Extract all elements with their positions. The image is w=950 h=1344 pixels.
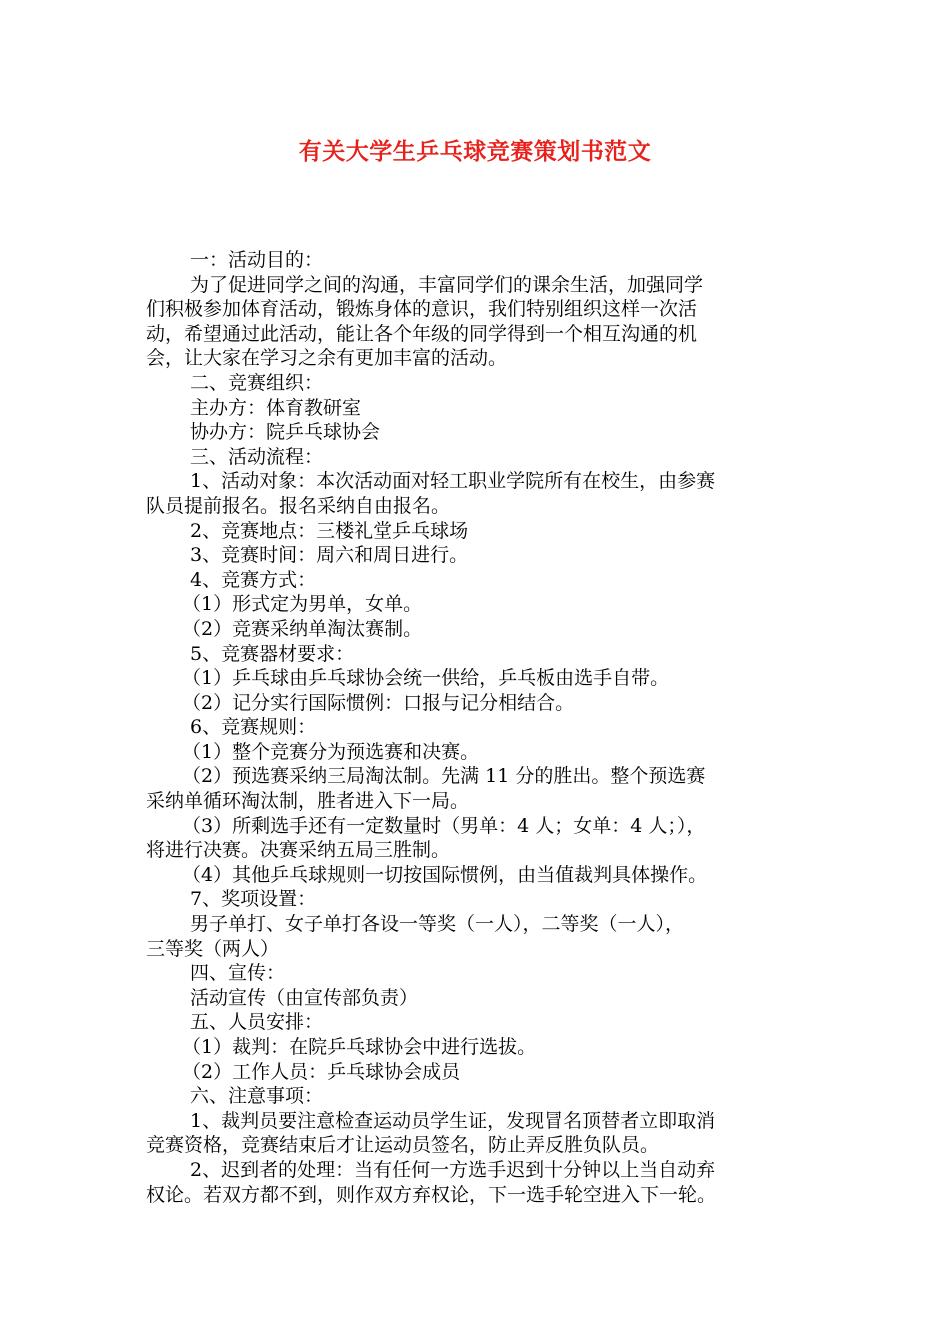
paragraph-line: （4）其他乒乓球规则一切按国际惯例，由当值裁判具体操作。 bbox=[182, 863, 708, 886]
heading-process: 三、活动流程： bbox=[190, 445, 324, 468]
paragraph-line: （1）裁判：在院乒乓球协会中进行选拔。 bbox=[182, 1036, 537, 1058]
heading-notes: 六、注意事项： bbox=[190, 1085, 324, 1108]
paragraph-line: 为了促进同学之间的沟通，丰富同学们的课余生活，加强同学 bbox=[190, 273, 704, 296]
paragraph-line: 3、竞赛时间：周六和周日进行。 bbox=[190, 544, 469, 567]
paragraph-line: 会，让大家在学习之余有更加丰富的活动。 bbox=[146, 347, 508, 370]
paragraph-line: 男子单打、女子单打各设一等奖（一人），二等奖（一人）， bbox=[190, 913, 685, 936]
paragraph-line: （2）记分实行国际惯例：口报与记分相结合。 bbox=[182, 691, 575, 714]
heading-purpose: 一：活动目的： bbox=[190, 249, 324, 271]
document-title: 有关大学生乒乓球竞赛策划书范文 bbox=[298, 139, 652, 165]
heading-organization: 二、竞赛组织： bbox=[190, 371, 324, 394]
heading-publicity: 四、宣传： bbox=[190, 962, 286, 985]
paragraph-line: 动，希望通过此活动，能让各个年级的同学得到一个相互沟通的机 bbox=[146, 322, 698, 345]
paragraph-line: （2）预选赛采纳三局淘汰制。先满 11 分的胜出。整个预选赛 bbox=[182, 765, 706, 788]
paragraph-line: 2、迟到者的处理：当有任何一方选手迟到十分钟以上当自动弃 bbox=[190, 1158, 716, 1181]
paragraph-line: 1、裁判员要注意检查运动员学生证，发现冒名顶替者立即取消 bbox=[190, 1109, 716, 1132]
paragraph-line: 协办方：院乒乓球协会 bbox=[190, 421, 381, 444]
heading-staffing: 五、人员安排： bbox=[190, 1011, 324, 1034]
paragraph-line: 将进行决赛。决赛采纳五局三胜制。 bbox=[146, 839, 451, 862]
paragraph-line: 采纳单循环淘汰制，胜者进入下一局。 bbox=[146, 790, 470, 813]
paragraph-line: 活动宣传（由宣传部负责） bbox=[190, 986, 419, 1009]
document-body bbox=[146, 248, 810, 1207]
paragraph-line: （1）整个竞赛分为预选赛和决赛。 bbox=[182, 740, 480, 763]
paragraph-line: （3）所剩选手还有一定数量时（男单：4 人；女单：4 人；）， bbox=[182, 814, 706, 837]
paragraph-line: 2、竞赛地点：三楼礼堂乒乓球场 bbox=[190, 519, 469, 542]
paragraph-line: 们积极参加体育活动，锻炼身体的意识，我们特别组织这样一次活 bbox=[146, 298, 698, 321]
paragraph-line: 6、竞赛规则： bbox=[190, 716, 317, 739]
paragraph-line: （1）形式定为男单，女单。 bbox=[182, 593, 423, 616]
paragraph-line: （1）乒乓球由乒乓球协会统一供给，乒乓板由选手自带。 bbox=[182, 667, 670, 690]
paragraph-line: 队员提前报名。报名采纳自由报名。 bbox=[146, 494, 451, 517]
paragraph-line: 竞赛资格，竞赛结束后才让运动员签名，防止弄反胜负队员。 bbox=[146, 1134, 660, 1157]
paragraph-line: 权论。若双方都不到，则作双方弃权论，下一选手轮空进入下一轮。 bbox=[146, 1183, 717, 1206]
paragraph-line: 7、奖项设置： bbox=[190, 888, 317, 911]
paragraph-line: （2）竞赛采纳单淘汰赛制。 bbox=[182, 617, 423, 640]
paragraph-line: （2）工作人员：乒乓球协会成员 bbox=[182, 1060, 461, 1083]
paragraph-line: 主办方：体育教研室 bbox=[190, 396, 362, 419]
paragraph-line: 4、竞赛方式： bbox=[190, 568, 317, 591]
paragraph-line: 5、竞赛器材要求： bbox=[190, 642, 355, 665]
paragraph-line: 1、活动对象：本次活动面对轻工职业学院所有在校生，由参赛 bbox=[190, 470, 716, 493]
paragraph-line: 三等奖（两人） bbox=[146, 937, 280, 960]
